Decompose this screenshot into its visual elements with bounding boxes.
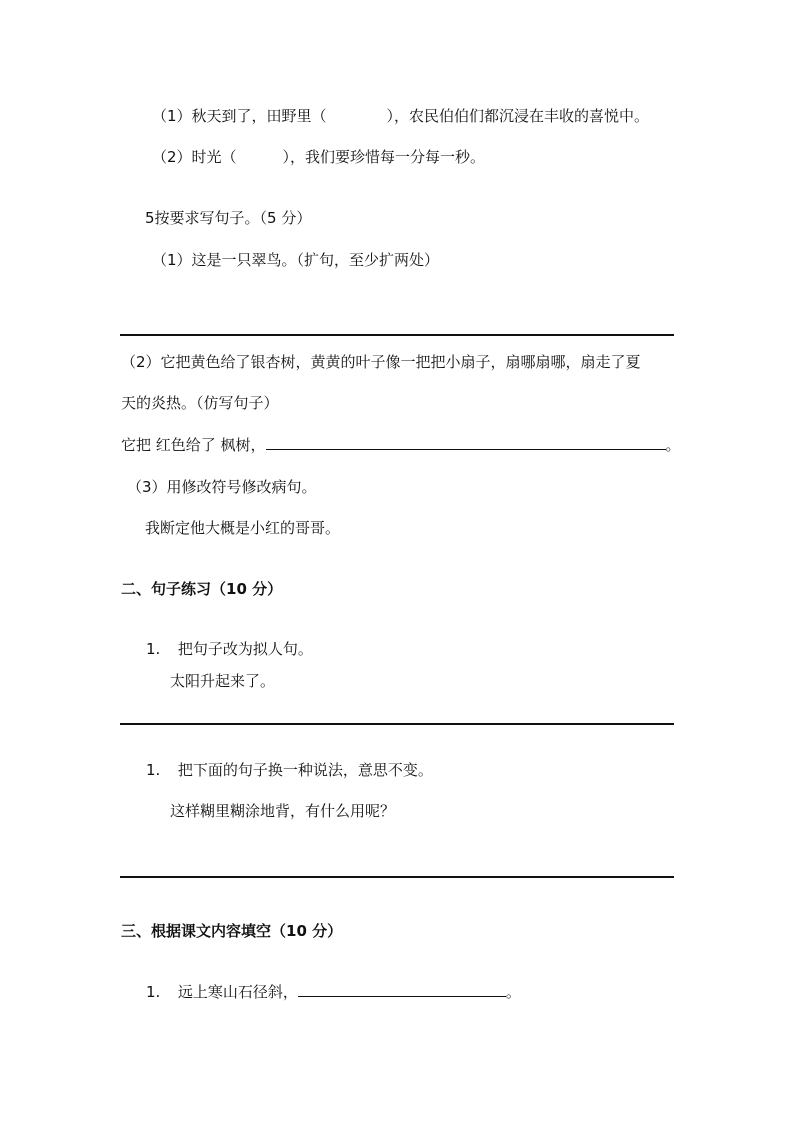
q5-item-3: （3）用修改符号修改病句。: [127, 478, 317, 496]
poem-blank[interactable]: [298, 982, 506, 997]
q5-item-2-line-2: 天的炎热。（仿写句子）: [121, 394, 279, 412]
s2-q2-number: 1.: [146, 761, 161, 779]
s3-q1-end: 。: [505, 983, 521, 1001]
s2-q2-instruction-row: [146, 760, 433, 780]
q5-item-2-line-1: （2）它把黄色给了银杏树，黄黄的叶子像一把把小扇子，扇哪扇哪，扇走了夏: [121, 353, 641, 371]
imitation-end: 。: [665, 436, 681, 454]
imitation-prefix: 它把 红色给了 枫树，: [121, 436, 266, 454]
fill-in-item-1: [152, 106, 649, 126]
question-5-title: 5按要求写句子。（5 分）: [145, 209, 312, 227]
s3-q1-number: 1.: [146, 983, 161, 1001]
q5-item-1: （1）这是一只翠鸟。（扩句，至少扩两处）: [152, 251, 440, 269]
answer-line-personification[interactable]: [120, 723, 674, 725]
s2-q2-sentence: 这样糊里糊涂地背，有什么用呢？: [170, 802, 396, 820]
s2-q1-number: 1.: [146, 640, 161, 658]
answer-line-rephrase[interactable]: [120, 876, 674, 878]
section-2-heading: 二、句子练习（10 分）: [121, 580, 283, 598]
imitation-prompt: [121, 435, 681, 455]
imitation-blank[interactable]: [266, 435, 666, 450]
section-3-heading: 三、根据课文内容填空（10 分）: [121, 922, 343, 940]
item-2-suffix: ），我们要珍惜每一分每一秒。: [282, 148, 486, 166]
s3-q1-row: [146, 982, 521, 1002]
fill-in-item-2: [152, 147, 485, 167]
s3-q1-prefix: 远上寒山石径斜，: [177, 983, 298, 1001]
item-2-prefix: （2）时光（: [152, 148, 237, 166]
item-1-suffix: ），农民伯伯们都沉浸在丰收的喜悦中。: [386, 107, 650, 125]
s2-q2-instruction: 把下面的句子换一种说法，意思不变。: [177, 761, 433, 779]
faulty-sentence: 我断定他大概是小红的哥哥。: [145, 519, 341, 537]
s2-q1-instruction: 把句子改为拟人句。: [177, 640, 313, 658]
item-1-prefix: （1）秋天到了，田野里（: [152, 107, 327, 125]
s2-q1-sentence: 太阳升起来了。: [170, 672, 276, 690]
answer-line-expand[interactable]: [120, 334, 674, 336]
s2-q1-instruction-row: [146, 639, 313, 659]
